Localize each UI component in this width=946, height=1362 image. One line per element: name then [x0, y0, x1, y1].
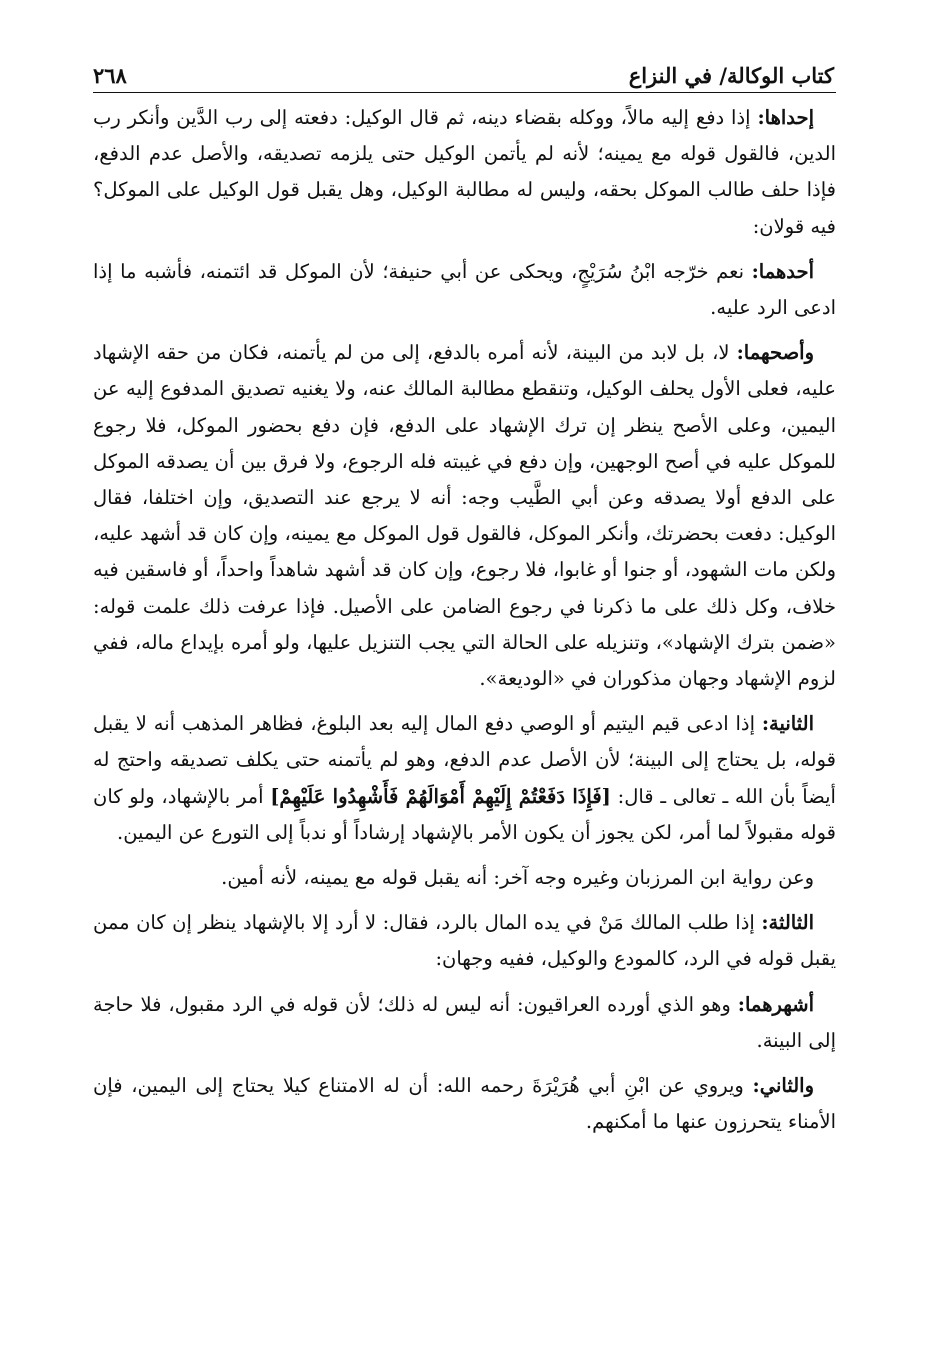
- page-body: [93, 100, 836, 1149]
- paragraph-text: لا، بل لابد من البينة، لأنه أمره بالدفع، إلى من لم يأتمنه، فكان من حقه الإشهاد عليه، فعلى الأول يحلف الوكيل، وتنقطع مطالبة المالك عنه، ولا يغنيه تصديق المدفوع إليه عن اليمين، وعلى الأصح ينظر إن ترك الإشهاد على الدفع، فإن دفع بحضور الموكل، فلا رجوع للموكل عليه في أصح الوجهين، وإن دفع في غيبته فله الرجوع، ولا فرق بين أن يصدقه الموكل على الدفع أولا يصدقه وعن أبي الطَّيب وجه: أنه لا يرجع عند التصديق، وإن اختلفا، فقال الوكيل: دفعت بحضرتك، وأنكر الموكل، فالقول قول الموكل مع يمينه، وإن كان قد أشهد عليه، ولكن مات الشهود، أو جنوا أو غابوا، فلا رجوع، وإن كان قد أشهد شاهداً واحداً، أو فاسقين فيه خلاف، وكل ذلك على ما ذكرنا في رجوع الضامن على الأصيل. فإذا عرفت ذلك علمت قوله: «ضمن بترك الإشهاد»، وتنزيله على الحالة التي يجب التنزيل عليها، ولو أمره بإيداع ماله، ففي لزوم الإشهاد وجهان مذكوران في «الوديعة».: [93, 341, 836, 691]
- paragraph-more-famous: [93, 987, 836, 1059]
- paragraph-other-narration: [93, 860, 836, 896]
- paragraph-sound-opinion: [93, 335, 836, 697]
- paragraph-lead: الثانية:: [761, 712, 814, 736]
- paragraph-text: إذا طلب المالك مَنْ في يده المال بالرد، فقال: لا أرد إلا بالإشهاد ينظر إن كان ممن يقبل قوله في الرد، كالمودع والوكيل، ففيه وجهان:: [93, 911, 836, 971]
- header-rule: [93, 92, 836, 93]
- paragraph-second-view: [93, 1068, 836, 1140]
- paragraph-lead: والثاني:: [752, 1074, 814, 1098]
- page-number: ٢٦٨: [93, 63, 127, 88]
- running-header: [93, 52, 834, 88]
- paragraph-text: نعم خرّجه ابْنُ سُرَيْجٍ، ويحكى عن أبي حنيفة؛ لأن الموكل قد ائتمنه، فأشبه ما إذا ادعى الرد عليه.: [93, 259, 836, 320]
- paragraph-lead: أشهرهما:: [737, 992, 814, 1016]
- paragraph-lead: إحداها:: [757, 106, 814, 129]
- paragraph-second-issue: [93, 706, 836, 851]
- paragraph-first-issue: [93, 100, 836, 245]
- paragraph-first-opinion: [93, 254, 836, 326]
- paragraph-third-issue: [93, 905, 836, 977]
- paragraph-lead: أحدهما:: [751, 259, 814, 283]
- paragraph-text: إذا ادعى قيم اليتيم أو الوصي دفع المال إليه بعد البلوغ، فظاهر المذهب أنه لا يقبل قوله، بل يحتاج إلى البينة؛ لأن الأصل عدم الدفع، وهو لم يأتمنه حتى يكلف تصديقه واحتج له أيضاً بأن الله ـ تعالى ـ قال:: [93, 712, 836, 808]
- paragraph-text: وهو الذي أورده العراقيون: أنه ليس له ذلك؛ لأن قوله في الرد مقبول، فلا حاجة إلى البينة.: [93, 992, 836, 1052]
- paragraph-text: أمر بالإشهاد، ولو كان قوله مقبولاً لما أمر، لكن يجوز أن يكون الأمر بالإشهاد إرشاداً أو ندباً إلى التورع عن اليمين.: [93, 784, 836, 844]
- book-title: كتاب الوكالة/ في النزاع: [628, 63, 834, 88]
- quran-verse: [فَإِذَا دَفَعْتُمْ إِلَيْهِمْ أَمْوَالَهُمْ فَأَشْهِدُوا عَلَيْهِمْ]: [270, 784, 611, 808]
- paragraph-lead: وأصحهما:: [736, 341, 814, 365]
- paragraph-text: ويروي عن ابْنِ أبي هُرَيْرَةَ رحمه الله: أن له الامتناع كيلا يحتاج إلى اليمين، فإن الأمناء يتحرزون عنها ما أمكنهم.: [93, 1074, 836, 1134]
- paragraph-lead: الثالثة:: [761, 911, 814, 935]
- paragraph-text: إذا دفع إليه مالاً، ووكله بقضاء دينه، ثم قال الوكيل: دفعته إلى رب الدَّين وأنكر رب الدين، فالقول قوله مع يمينه؛ لأنه لم يأتمن الوكيل حتى يلزمه تصديقه، والأصل عدم الدفع، فإذا حلف طالب الموكل بحقه، وليس له مطالبة الوكيل، وهل يقبل قول الوكيل على الموكل؟ فيه قولان:: [93, 106, 836, 238]
- paragraph-text: وعن رواية ابن المرزبان وغيره وجه آخر: أنه يقبل قوله مع يمينه، لأنه أمين.: [221, 866, 814, 890]
